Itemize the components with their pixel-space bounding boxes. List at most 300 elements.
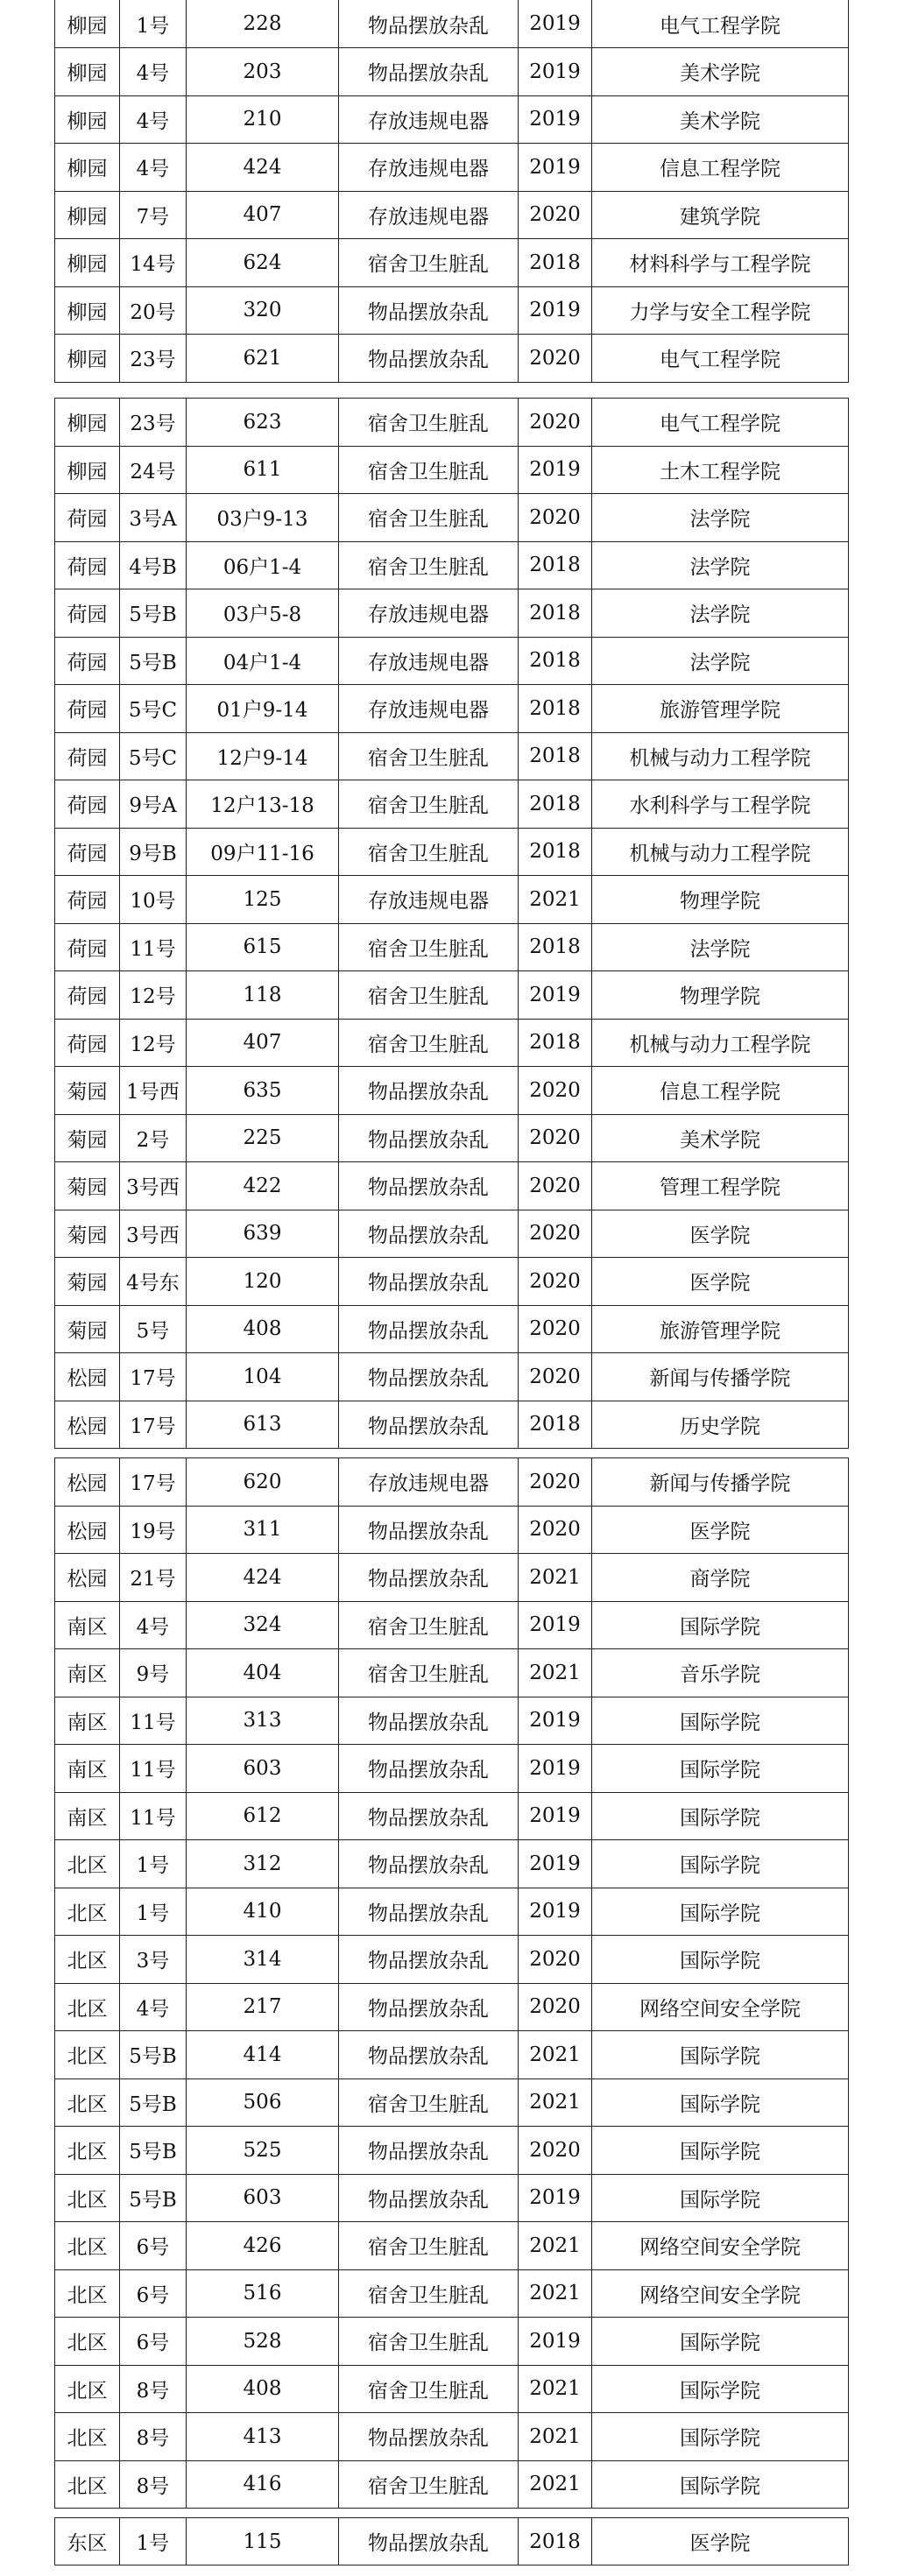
table-row xyxy=(55,1745,849,1793)
area-cell: 松园 xyxy=(55,1554,120,1602)
building-cell: 4号 xyxy=(120,1601,187,1649)
area-cell: 柳园 xyxy=(55,144,120,192)
college-cell: 美术学院 xyxy=(592,48,849,96)
college-cell: 国际学院 xyxy=(592,2127,849,2175)
year-cell: 2020 xyxy=(519,1458,592,1507)
college-cell: 旅游管理学院 xyxy=(592,685,849,733)
issue-cell: 存放违规电器 xyxy=(339,95,519,144)
building-cell: 3号 xyxy=(120,1936,187,1984)
issue-cell: 存放违规电器 xyxy=(339,685,519,733)
year-cell: 2018 xyxy=(519,239,592,287)
college-cell: 国际学院 xyxy=(592,1936,849,1984)
area-cell: 柳园 xyxy=(55,286,120,335)
area-cell: 柳园 xyxy=(55,446,120,494)
room-cell: 210 xyxy=(187,95,339,144)
table-row xyxy=(55,876,849,924)
table-row xyxy=(55,732,849,780)
area-cell: 北区 xyxy=(55,2269,120,2318)
building-cell: 11号 xyxy=(120,1697,187,1745)
table-row xyxy=(55,2078,849,2127)
year-cell: 2021 xyxy=(519,2269,592,2318)
building-cell: 5号B xyxy=(120,589,187,638)
college-cell: 法学院 xyxy=(592,923,849,971)
year-cell: 2018 xyxy=(519,780,592,829)
issue-cell: 宿舍卫生脏乱 xyxy=(339,780,519,829)
room-cell: 203 xyxy=(187,48,339,96)
room-cell: 125 xyxy=(187,876,339,924)
issue-cell: 宿舍卫生脏乱 xyxy=(339,239,519,287)
area-cell: 北区 xyxy=(55,2174,120,2222)
building-cell: 6号 xyxy=(120,2318,187,2366)
building-cell: 4号 xyxy=(120,1983,187,2031)
area-cell: 柳园 xyxy=(55,191,120,239)
area-cell: 菊园 xyxy=(55,1305,120,1353)
year-cell: 2018 xyxy=(519,1019,592,1067)
table-row xyxy=(55,1554,849,1602)
area-cell: 南区 xyxy=(55,1649,120,1697)
table-row xyxy=(55,1458,849,1507)
college-cell: 材料科学与工程学院 xyxy=(592,239,849,287)
issue-cell: 宿舍卫生脏乱 xyxy=(339,1649,519,1697)
table-body xyxy=(55,399,849,1449)
year-cell: 2020 xyxy=(519,1210,592,1258)
building-cell: 4号 xyxy=(120,48,187,96)
building-cell: 8号 xyxy=(120,2413,187,2461)
table-row xyxy=(55,144,849,192)
area-cell: 荷园 xyxy=(55,732,120,780)
table-row xyxy=(55,685,849,733)
year-cell: 2020 xyxy=(519,1305,592,1353)
issue-cell: 宿舍卫生脏乱 xyxy=(339,971,519,1020)
college-cell: 历史学院 xyxy=(592,1401,849,1449)
table-row xyxy=(55,1305,849,1353)
table-row xyxy=(55,1210,849,1258)
room-cell: 516 xyxy=(187,2269,339,2318)
issue-cell: 物品摆放杂乱 xyxy=(339,2174,519,2222)
issue-cell: 物品摆放杂乱 xyxy=(339,1745,519,1793)
area-cell: 北区 xyxy=(55,2078,120,2127)
issue-cell: 物品摆放杂乱 xyxy=(339,1114,519,1162)
table-row xyxy=(55,2031,849,2079)
year-cell: 2021 xyxy=(519,1649,592,1697)
room-cell: 03户5-8 xyxy=(187,589,339,638)
area-cell: 柳园 xyxy=(55,0,120,48)
area-cell: 北区 xyxy=(55,1840,120,1888)
issue-cell: 物品摆放杂乱 xyxy=(339,335,519,383)
college-cell: 国际学院 xyxy=(592,2460,849,2509)
college-cell: 物理学院 xyxy=(592,971,849,1020)
college-cell: 机械与动力工程学院 xyxy=(592,828,849,876)
college-cell: 电气工程学院 xyxy=(592,399,849,447)
room-cell: 104 xyxy=(187,1353,339,1401)
college-cell: 网络空间安全学院 xyxy=(592,2222,849,2270)
college-cell: 电气工程学院 xyxy=(592,0,849,48)
table-row xyxy=(55,1697,849,1745)
college-cell: 电气工程学院 xyxy=(592,335,849,383)
issue-cell: 物品摆放杂乱 xyxy=(339,1936,519,1984)
year-cell: 2018 xyxy=(519,637,592,685)
year-cell: 2019 xyxy=(519,971,592,1020)
building-cell: 11号 xyxy=(120,1745,187,1793)
table-row xyxy=(55,95,849,144)
college-cell: 医学院 xyxy=(592,1506,849,1554)
table-row xyxy=(55,1792,849,1840)
year-cell: 2020 xyxy=(519,1067,592,1115)
room-cell: 320 xyxy=(187,286,339,335)
table-row xyxy=(55,2518,849,2565)
year-cell: 2019 xyxy=(519,144,592,192)
room-cell: 612 xyxy=(187,1792,339,1840)
table-row xyxy=(55,1936,849,1984)
area-cell: 北区 xyxy=(55,2365,120,2413)
area-cell: 北区 xyxy=(55,2222,120,2270)
building-cell: 24号 xyxy=(120,446,187,494)
table-row xyxy=(55,1506,849,1554)
year-cell: 2020 xyxy=(519,335,592,383)
area-cell: 松园 xyxy=(55,1401,120,1449)
year-cell: 2020 xyxy=(519,1162,592,1210)
building-cell: 1号西 xyxy=(120,1067,187,1115)
year-cell: 2021 xyxy=(519,2413,592,2461)
building-cell: 4号B xyxy=(120,541,187,589)
year-cell: 2019 xyxy=(519,48,592,96)
room-cell: 525 xyxy=(187,2127,339,2175)
room-cell: 120 xyxy=(187,1258,339,1306)
issue-cell: 物品摆放杂乱 xyxy=(339,1506,519,1554)
building-cell: 6号 xyxy=(120,2269,187,2318)
college-cell: 国际学院 xyxy=(592,1745,849,1793)
room-cell: 603 xyxy=(187,2174,339,2222)
college-cell: 医学院 xyxy=(592,2518,849,2565)
area-cell: 南区 xyxy=(55,1745,120,1793)
room-cell: 528 xyxy=(187,2318,339,2366)
building-cell: 5号B xyxy=(120,2078,187,2127)
college-cell: 信息工程学院 xyxy=(592,144,849,192)
issue-cell: 存放违规电器 xyxy=(339,637,519,685)
year-cell: 2021 xyxy=(519,2460,592,2509)
issue-cell: 宿舍卫生脏乱 xyxy=(339,2078,519,2127)
room-cell: 407 xyxy=(187,1019,339,1067)
room-cell: 613 xyxy=(187,1401,339,1449)
college-cell: 建筑学院 xyxy=(592,191,849,239)
year-cell: 2019 xyxy=(519,0,592,48)
issue-cell: 存放违规电器 xyxy=(339,144,519,192)
issue-cell: 宿舍卫生脏乱 xyxy=(339,494,519,542)
year-cell: 2020 xyxy=(519,2127,592,2175)
year-cell: 2021 xyxy=(519,876,592,924)
building-cell: 5号B xyxy=(120,2174,187,2222)
room-cell: 118 xyxy=(187,971,339,1020)
area-cell: 北区 xyxy=(55,2413,120,2461)
table-row xyxy=(55,780,849,829)
year-cell: 2018 xyxy=(519,589,592,638)
table-row xyxy=(55,2269,849,2318)
year-cell: 2019 xyxy=(519,2318,592,2366)
table-row xyxy=(55,1067,849,1115)
table-row xyxy=(55,2460,849,2509)
building-cell: 17号 xyxy=(120,1401,187,1449)
college-cell: 旅游管理学院 xyxy=(592,1305,849,1353)
room-cell: 621 xyxy=(187,335,339,383)
room-cell: 615 xyxy=(187,923,339,971)
issue-cell: 宿舍卫生脏乱 xyxy=(339,923,519,971)
table-row xyxy=(55,1019,849,1067)
building-cell: 7号 xyxy=(120,191,187,239)
year-cell: 2019 xyxy=(519,1888,592,1936)
year-cell: 2020 xyxy=(519,1114,592,1162)
year-cell: 2021 xyxy=(519,2222,592,2270)
table-row xyxy=(55,1114,849,1162)
building-cell: 9号A xyxy=(120,780,187,829)
college-cell: 水利科学与工程学院 xyxy=(592,780,849,829)
college-cell: 商学院 xyxy=(592,1554,849,1602)
area-cell: 荷园 xyxy=(55,828,120,876)
issue-cell: 物品摆放杂乱 xyxy=(339,48,519,96)
table-row xyxy=(55,286,849,335)
area-cell: 菊园 xyxy=(55,1258,120,1306)
year-cell: 2020 xyxy=(519,1983,592,2031)
issue-cell: 物品摆放杂乱 xyxy=(339,1162,519,1210)
table-row xyxy=(55,1162,849,1210)
area-cell: 荷园 xyxy=(55,637,120,685)
room-cell: 408 xyxy=(187,2365,339,2413)
college-cell: 机械与动力工程学院 xyxy=(592,732,849,780)
college-cell: 国际学院 xyxy=(592,2365,849,2413)
room-cell: 422 xyxy=(187,1162,339,1210)
college-cell: 国际学院 xyxy=(592,2078,849,2127)
building-cell: 14号 xyxy=(120,239,187,287)
year-cell: 2019 xyxy=(519,1601,592,1649)
table-row xyxy=(55,589,849,638)
college-cell: 新闻与传播学院 xyxy=(592,1353,849,1401)
table-body xyxy=(55,0,849,382)
issue-cell: 宿舍卫生脏乱 xyxy=(339,2460,519,2509)
building-cell: 3号西 xyxy=(120,1162,187,1210)
dorm-inspection-table-segment-4 xyxy=(54,2517,849,2565)
building-cell: 12号 xyxy=(120,1019,187,1067)
building-cell: 23号 xyxy=(120,335,187,383)
room-cell: 413 xyxy=(187,2413,339,2461)
year-cell: 2019 xyxy=(519,95,592,144)
table-row xyxy=(55,2174,849,2222)
building-cell: 5号C xyxy=(120,685,187,733)
room-cell: 225 xyxy=(187,1114,339,1162)
table-row xyxy=(55,446,849,494)
room-cell: 407 xyxy=(187,191,339,239)
area-cell: 荷园 xyxy=(55,541,120,589)
college-cell: 法学院 xyxy=(592,637,849,685)
year-cell: 2021 xyxy=(519,2078,592,2127)
college-cell: 机械与动力工程学院 xyxy=(592,1019,849,1067)
building-cell: 8号 xyxy=(120,2365,187,2413)
room-cell: 416 xyxy=(187,2460,339,2509)
area-cell: 荷园 xyxy=(55,589,120,638)
room-cell: 623 xyxy=(187,399,339,447)
building-cell: 11号 xyxy=(120,1792,187,1840)
year-cell: 2020 xyxy=(519,1506,592,1554)
issue-cell: 物品摆放杂乱 xyxy=(339,1305,519,1353)
table-row xyxy=(55,1601,849,1649)
room-cell: 12户9-14 xyxy=(187,732,339,780)
area-cell: 柳园 xyxy=(55,239,120,287)
year-cell: 2020 xyxy=(519,1353,592,1401)
year-cell: 2018 xyxy=(519,541,592,589)
issue-cell: 物品摆放杂乱 xyxy=(339,1258,519,1306)
year-cell: 2020 xyxy=(519,494,592,542)
room-cell: 04户1-4 xyxy=(187,637,339,685)
room-cell: 03户9-13 xyxy=(187,494,339,542)
building-cell: 5号B xyxy=(120,2031,187,2079)
year-cell: 2021 xyxy=(519,2365,592,2413)
issue-cell: 存放违规电器 xyxy=(339,876,519,924)
issue-cell: 宿舍卫生脏乱 xyxy=(339,2365,519,2413)
area-cell: 南区 xyxy=(55,1792,120,1840)
college-cell: 美术学院 xyxy=(592,1114,849,1162)
building-cell: 17号 xyxy=(120,1458,187,1507)
year-cell: 2019 xyxy=(519,446,592,494)
issue-cell: 物品摆放杂乱 xyxy=(339,1840,519,1888)
table-row xyxy=(55,239,849,287)
issue-cell: 物品摆放杂乱 xyxy=(339,1353,519,1401)
issue-cell: 宿舍卫生脏乱 xyxy=(339,2222,519,2270)
college-cell: 国际学院 xyxy=(592,1840,849,1888)
year-cell: 2018 xyxy=(519,1401,592,1449)
table-row xyxy=(55,191,849,239)
dorm-inspection-table-segment-2 xyxy=(54,398,849,1449)
year-cell: 2018 xyxy=(519,828,592,876)
year-cell: 2018 xyxy=(519,2518,592,2565)
room-cell: 12户13-18 xyxy=(187,780,339,829)
college-cell: 网络空间安全学院 xyxy=(592,2269,849,2318)
college-cell: 国际学院 xyxy=(592,2318,849,2366)
area-cell: 荷园 xyxy=(55,971,120,1020)
college-cell: 国际学院 xyxy=(592,2031,849,2079)
table-row xyxy=(55,1258,849,1306)
building-cell: 1号 xyxy=(120,1840,187,1888)
college-cell: 管理工程学院 xyxy=(592,1162,849,1210)
room-cell: 404 xyxy=(187,1649,339,1697)
issue-cell: 存放违规电器 xyxy=(339,191,519,239)
room-cell: 426 xyxy=(187,2222,339,2270)
college-cell: 力学与安全工程学院 xyxy=(592,286,849,335)
issue-cell: 物品摆放杂乱 xyxy=(339,1697,519,1745)
issue-cell: 物品摆放杂乱 xyxy=(339,1792,519,1840)
college-cell: 物理学院 xyxy=(592,876,849,924)
table-row xyxy=(55,2413,849,2461)
room-cell: 611 xyxy=(187,446,339,494)
table-row xyxy=(55,971,849,1020)
area-cell: 柳园 xyxy=(55,48,120,96)
room-cell: 09户11-16 xyxy=(187,828,339,876)
year-cell: 2020 xyxy=(519,1258,592,1306)
building-cell: 10号 xyxy=(120,876,187,924)
table-row xyxy=(55,48,849,96)
table-body xyxy=(55,2518,849,2565)
table-row xyxy=(55,494,849,542)
area-cell: 北区 xyxy=(55,2318,120,2366)
issue-cell: 物品摆放杂乱 xyxy=(339,1983,519,2031)
area-cell: 北区 xyxy=(55,2460,120,2509)
room-cell: 620 xyxy=(187,1458,339,1507)
building-cell: 4号东 xyxy=(120,1258,187,1306)
building-cell: 5号 xyxy=(120,1305,187,1353)
building-cell: 5号C xyxy=(120,732,187,780)
issue-cell: 宿舍卫生脏乱 xyxy=(339,828,519,876)
area-cell: 菊园 xyxy=(55,1067,120,1115)
building-cell: 4号 xyxy=(120,144,187,192)
table-row xyxy=(55,1983,849,2031)
area-cell: 荷园 xyxy=(55,780,120,829)
room-cell: 313 xyxy=(187,1697,339,1745)
year-cell: 2019 xyxy=(519,1745,592,1793)
building-cell: 2号 xyxy=(120,1114,187,1162)
table-row xyxy=(55,1649,849,1697)
table-body xyxy=(55,1458,849,2509)
building-cell: 1号 xyxy=(120,1888,187,1936)
issue-cell: 物品摆放杂乱 xyxy=(339,1210,519,1258)
area-cell: 菊园 xyxy=(55,1114,120,1162)
area-cell: 菊园 xyxy=(55,1210,120,1258)
building-cell: 12号 xyxy=(120,971,187,1020)
room-cell: 115 xyxy=(187,2518,339,2565)
issue-cell: 物品摆放杂乱 xyxy=(339,1554,519,1602)
college-cell: 法学院 xyxy=(592,589,849,638)
area-cell: 柳园 xyxy=(55,95,120,144)
issue-cell: 物品摆放杂乱 xyxy=(339,1888,519,1936)
room-cell: 408 xyxy=(187,1305,339,1353)
issue-cell: 物品摆放杂乱 xyxy=(339,2518,519,2565)
issue-cell: 宿舍卫生脏乱 xyxy=(339,399,519,447)
building-cell: 20号 xyxy=(120,286,187,335)
table-row xyxy=(55,2127,849,2175)
room-cell: 324 xyxy=(187,1601,339,1649)
issue-cell: 物品摆放杂乱 xyxy=(339,2413,519,2461)
table-row xyxy=(55,399,849,447)
issue-cell: 物品摆放杂乱 xyxy=(339,286,519,335)
dorm-inspection-table-segment-1 xyxy=(54,0,849,383)
college-cell: 医学院 xyxy=(592,1258,849,1306)
area-cell: 东区 xyxy=(55,2518,120,2565)
building-cell: 4号 xyxy=(120,95,187,144)
college-cell: 信息工程学院 xyxy=(592,1067,849,1115)
area-cell: 松园 xyxy=(55,1506,120,1554)
area-cell: 南区 xyxy=(55,1601,120,1649)
issue-cell: 宿舍卫生脏乱 xyxy=(339,2269,519,2318)
table-row xyxy=(55,541,849,589)
room-cell: 424 xyxy=(187,144,339,192)
building-cell: 3号A xyxy=(120,494,187,542)
room-cell: 603 xyxy=(187,1745,339,1793)
year-cell: 2019 xyxy=(519,2174,592,2222)
room-cell: 06户1-4 xyxy=(187,541,339,589)
room-cell: 624 xyxy=(187,239,339,287)
issue-cell: 物品摆放杂乱 xyxy=(339,1067,519,1115)
building-cell: 1号 xyxy=(120,0,187,48)
issue-cell: 宿舍卫生脏乱 xyxy=(339,1601,519,1649)
year-cell: 2018 xyxy=(519,923,592,971)
table-row xyxy=(55,1888,849,1936)
area-cell: 北区 xyxy=(55,1936,120,1984)
room-cell: 312 xyxy=(187,1840,339,1888)
table-row xyxy=(55,1401,849,1449)
area-cell: 北区 xyxy=(55,1888,120,1936)
table-row xyxy=(55,923,849,971)
area-cell: 北区 xyxy=(55,2031,120,2079)
college-cell: 法学院 xyxy=(592,541,849,589)
college-cell: 土木工程学院 xyxy=(592,446,849,494)
building-cell: 23号 xyxy=(120,399,187,447)
table-row xyxy=(55,2365,849,2413)
